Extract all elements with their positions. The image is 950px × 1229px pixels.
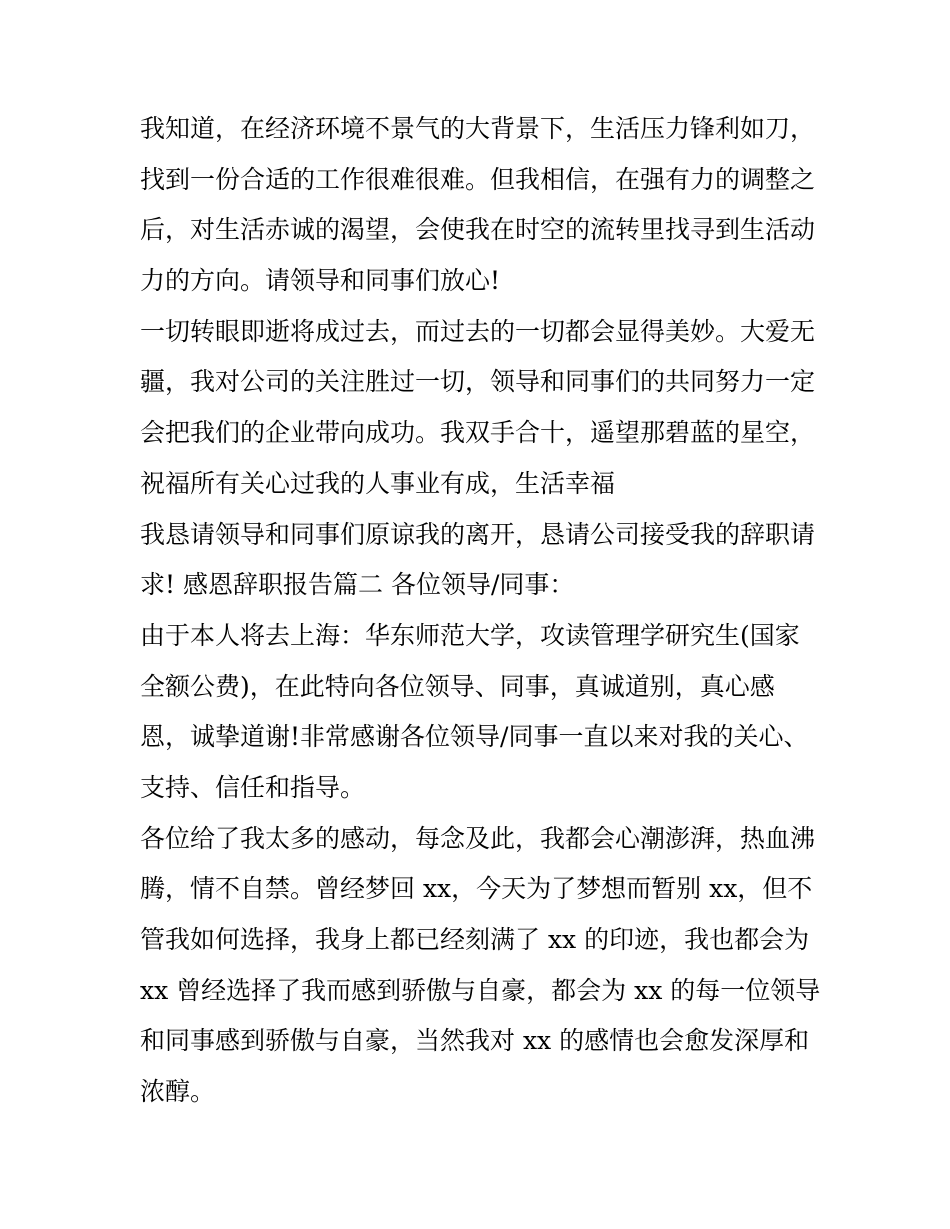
text-line: 浓醇。 (140, 1077, 216, 1107)
text-line: xx 曾经选择了我而感到骄傲与自豪，都会为 xx 的每一位领导 (140, 975, 821, 1005)
document-body (140, 104, 830, 1118)
text-line: 管我如何选择，我身上都已经刻满了 xx 的印迹，我也都会为 (140, 925, 810, 954)
text-line: 各位给了我太多的感动，每念及此，我都会心潮澎湃，热血沸 (140, 823, 816, 853)
text-line: 由于本人将去上海：华东师范大学，攻读管理学研究生(国家 (140, 620, 800, 650)
text-line: 全额公费)，在此特向各位领导、同事，真诚道别，真心感 (140, 671, 775, 701)
text-line: 我恳请领导和同事们原谅我的离开，恳请公司接受我的辞职请 (140, 519, 816, 549)
text-line: 一切转眼即逝将成过去，而过去的一切都会显得美妙。大爱无 (140, 316, 816, 346)
text-line: 找到一份合适的工作很难很难。但我相信，在强有力的调整之 (140, 164, 816, 194)
text-line: 腾，情不自禁。曾经梦回 xx，今天为了梦想而暂别 xx，但不 (140, 874, 813, 904)
text-line: 和同事感到骄傲与自豪，当然我对 xx 的感情也会愈发深厚和 (140, 1026, 810, 1056)
text-line: 疆，我对公司的关注胜过一切，领导和同事们的共同努力一定 (140, 367, 816, 397)
text-line: 支持、信任和指导。 (140, 772, 366, 802)
text-line: 祝福所有关心过我的人事业有成，生活幸福 (140, 468, 616, 498)
text-line: 求! 感恩辞职报告篇二 各位领导/同事： (140, 570, 575, 600)
text-line: 力的方向。请领导和同事们放心! (140, 266, 501, 296)
text-line: 恩，诚挚道谢!非常感谢各位领导/同事一直以来对我的关心、 (140, 722, 809, 752)
text-line: 后，对生活赤诚的渴望，会使我在时空的流转里找寻到生活动 (140, 215, 816, 245)
text-line: 会把我们的企业带向成功。我双手合十，遥望那碧蓝的星空， (140, 418, 816, 448)
text-line: 我知道，在经济环境不景气的大背景下，生活压力锋利如刀， (140, 114, 816, 143)
